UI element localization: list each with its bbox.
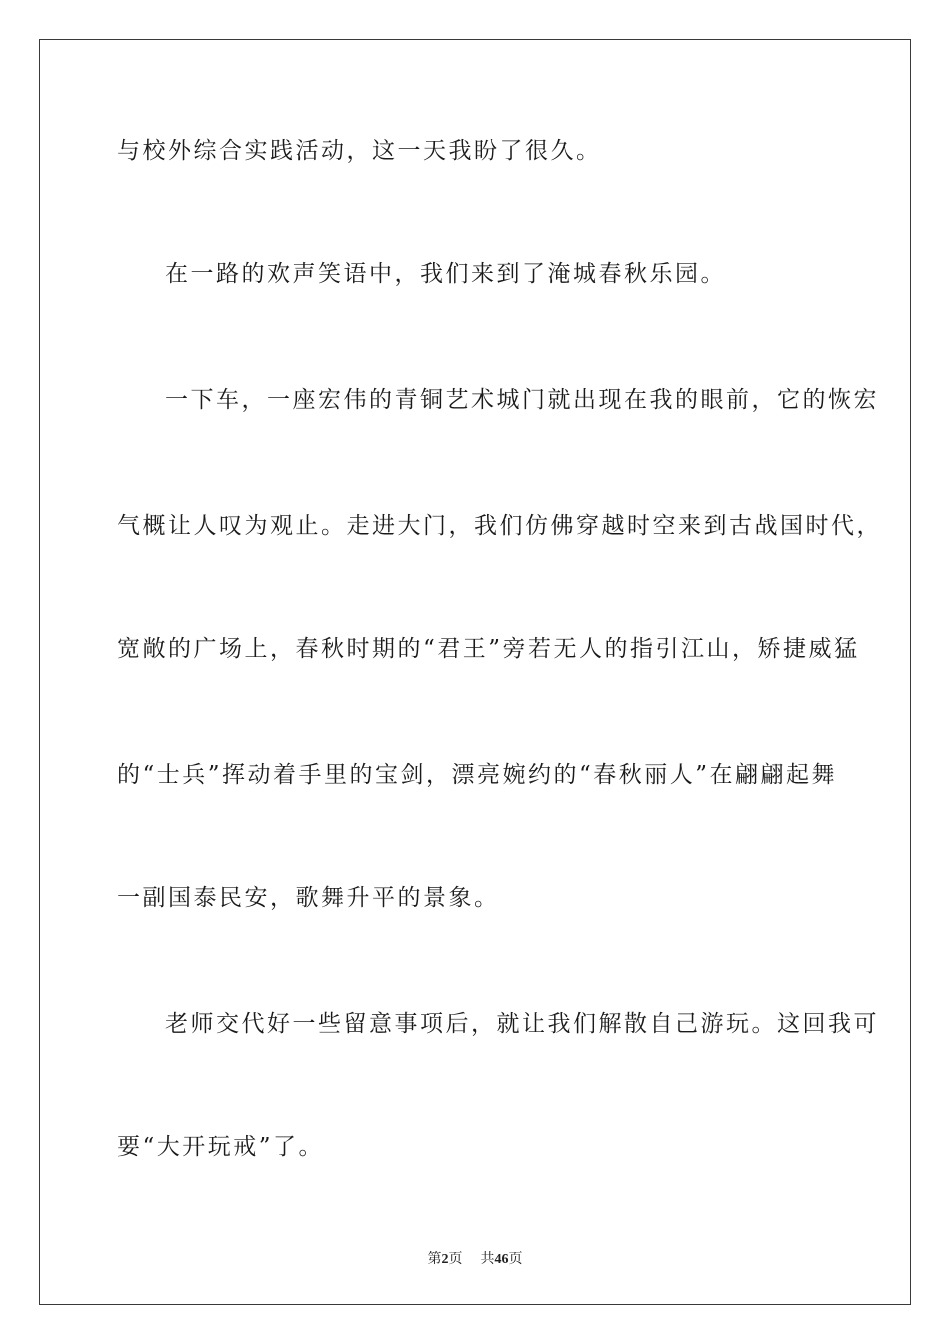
- paragraph-line: 与校外综合实践活动，这一天我盼了很久。: [117, 138, 602, 164]
- total-pages: 46: [494, 1252, 509, 1267]
- page-footer: [0, 1248, 950, 1268]
- page-prefix: 第: [427, 1252, 442, 1267]
- page-border: [39, 39, 911, 1305]
- paragraph-line: 要“大开玩戒”了。: [117, 1134, 325, 1160]
- page-number: 2: [441, 1252, 449, 1267]
- page-suffix: 页: [448, 1252, 463, 1267]
- total-suffix: 页: [508, 1252, 523, 1267]
- paragraph-line: 一副国泰民安，歌舞升平的景象。: [117, 885, 500, 911]
- paragraph-line: 的“士兵”挥动着手里的宝剑，漂亮婉约的“春秋丽人”在翩翩起舞: [117, 762, 838, 788]
- paragraph-line: 在一路的欢声笑语中，我们来到了淹城春秋乐园。: [165, 261, 726, 287]
- paragraph-line: 气概让人叹为观止。走进大门，我们仿佛穿越时空来到古战国时代，: [117, 513, 882, 539]
- paragraph-line: 老师交代好一些留意事项后，就让我们解散自己游玩。这回我可: [165, 1011, 879, 1037]
- total-prefix: 共: [480, 1252, 495, 1267]
- paragraph-line: 一下车，一座宏伟的青铜艺术城门就出现在我的眼前，它的恢宏: [165, 387, 879, 413]
- paragraph-line: 宽敞的广场上，春秋时期的“君王”旁若无人的指引江山，矫捷威猛: [117, 636, 860, 662]
